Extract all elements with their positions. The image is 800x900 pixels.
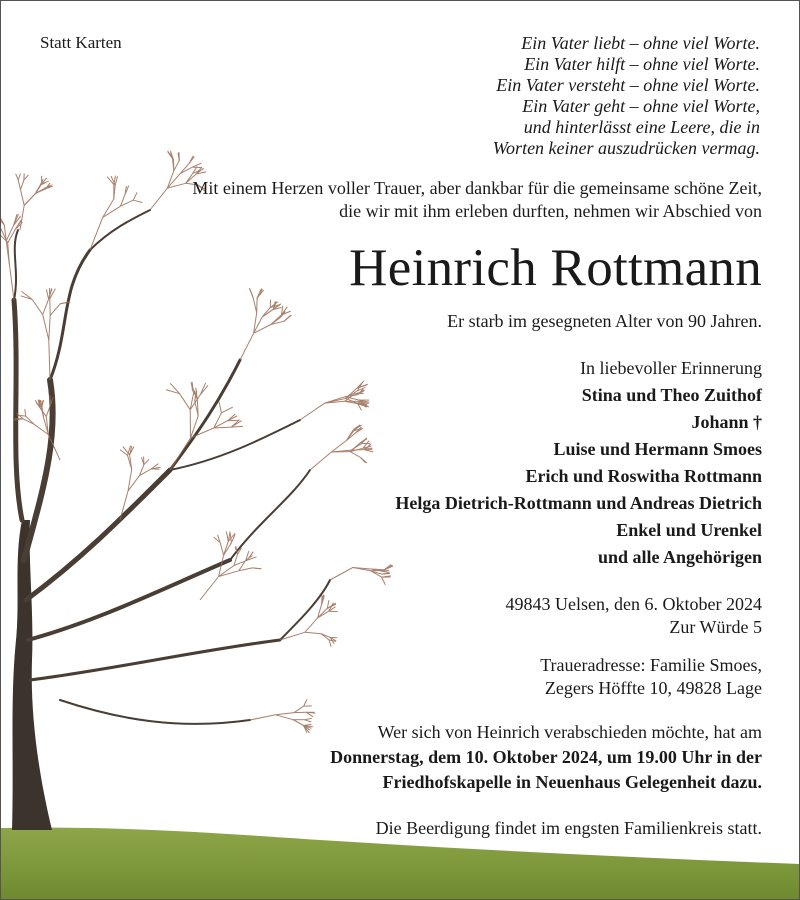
address-line: Zegers Höffte 10, 49828 Lage xyxy=(544,678,762,698)
statt-karten-label: Statt Karten xyxy=(40,33,122,52)
mourners-heading: In liebevoller Erinnerung xyxy=(580,358,762,378)
mourner-name: Erich und Roswitha Rottmann xyxy=(525,466,762,486)
intro-text xyxy=(192,177,762,223)
mourner-name: Enkel und Urenkel xyxy=(616,520,762,540)
age-statement: Er starb im gesegneten Alter von 90 Jahren. xyxy=(447,311,762,331)
poem-line: Ein Vater versteht – ohne viel Worte. xyxy=(496,75,760,95)
place-date-line: 49843 Uelsen, den 6. Oktober 2024 xyxy=(505,594,762,614)
place-and-date xyxy=(506,593,762,639)
mourner-name: Stina und Theo Zuithof xyxy=(581,385,762,405)
farewell-location-line: Friedhofskapelle in Neuenhaus Gelegenheit dazu. xyxy=(382,772,762,792)
mourners-list xyxy=(395,355,762,571)
address-line: Traueradresse: Familie Smoes, xyxy=(540,655,762,675)
farewell-date-line: Donnerstag, dem 10. Oktober 2024, um 19.00 Uhr in der xyxy=(330,747,762,767)
farewell-line: Wer sich von Heinrich verabschieden möchte, hat am xyxy=(377,722,762,742)
intro-line: die wir mit ihm erleben durften, nehmen wir Abschied von xyxy=(339,201,762,221)
farewell-info xyxy=(330,720,762,795)
mourning-address xyxy=(540,654,762,700)
burial-note: Die Beerdigung findet im engsten Familienkreis statt. xyxy=(375,818,762,838)
deceased-name: Heinrich Rottmann xyxy=(349,239,762,297)
intro-line: Mit einem Herzen voller Trauer, aber dankbar für die gemeinsame schöne Zeit, xyxy=(192,178,762,198)
mourner-name: Johann † xyxy=(691,412,762,432)
poem-line: Ein Vater liebt – ohne viel Worte. xyxy=(521,33,760,53)
mourner-name: Helga Dietrich-Rottmann und Andreas Dietrich xyxy=(395,493,762,513)
poem-line: Ein Vater geht – ohne viel Worte, xyxy=(522,96,760,116)
poem-line: und hinterlässt eine Leere, die in xyxy=(523,117,760,137)
mourner-name: Luise und Hermann Smoes xyxy=(553,439,762,459)
mourner-name: und alle Angehörigen xyxy=(597,547,762,567)
poem xyxy=(493,33,760,159)
poem-line: Worten keiner auszudrücken vermag. xyxy=(492,138,760,158)
poem-line: Ein Vater hilft – ohne viel Worte. xyxy=(524,54,760,74)
street-line: Zur Würde 5 xyxy=(669,617,762,637)
